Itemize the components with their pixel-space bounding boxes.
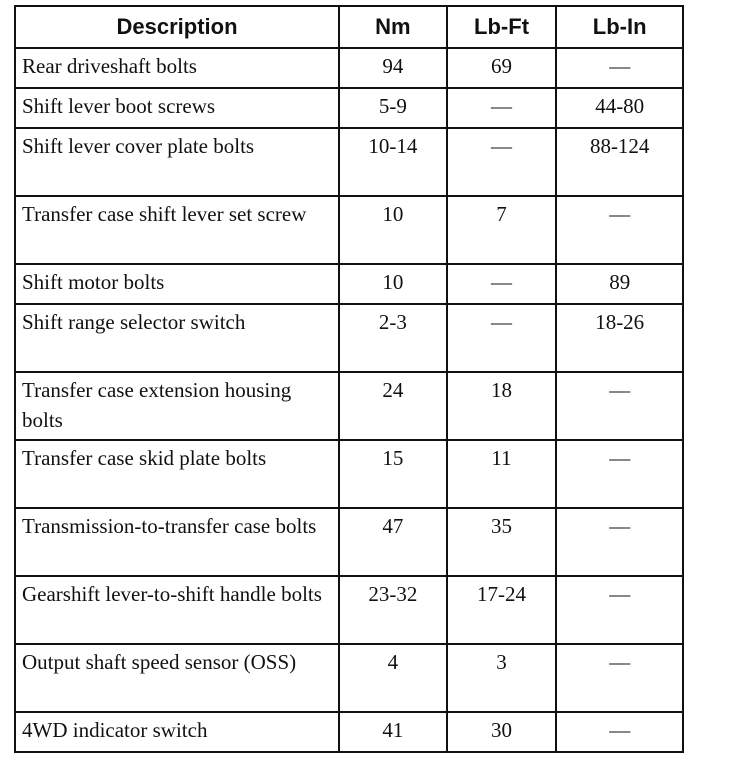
lb-in-cell: — [556,644,683,712]
lb-ft-cell: — [447,264,557,304]
description-cell: Shift lever boot screws [15,88,339,128]
description-cell: Transfer case skid plate bolts [15,440,339,508]
nm-cell: 10 [339,264,447,304]
table-row [15,196,683,264]
description-cell: Transfer case shift lever set screw [15,196,339,264]
lb-in-cell: — [556,196,683,264]
table-row [15,440,683,508]
header-lb-in: Lb-In [556,6,683,48]
description-cell: Transmission-to-transfer case bolts [15,508,339,576]
torque-spec-table [14,5,684,753]
table-row [15,576,683,644]
lb-in-cell: 18-26 [556,304,683,372]
lb-in-cell: — [556,508,683,576]
description-cell: Transfer case extension housing bolts [15,372,339,440]
lb-ft-cell: — [447,304,557,372]
nm-cell: 41 [339,712,447,752]
header-row [15,6,683,48]
nm-cell: 47 [339,508,447,576]
description-cell: 4WD indicator switch [15,712,339,752]
nm-cell: 23-32 [339,576,447,644]
description-cell: Shift range selector switch [15,304,339,372]
nm-cell: 4 [339,644,447,712]
nm-cell: 10 [339,196,447,264]
table-row [15,508,683,576]
lb-ft-cell: 69 [447,48,557,88]
lb-ft-cell: — [447,128,557,196]
lb-in-cell: — [556,712,683,752]
table-row [15,372,683,440]
nm-cell: 5-9 [339,88,447,128]
lb-ft-cell: 18 [447,372,557,440]
description-cell: Rear driveshaft bolts [15,48,339,88]
header-nm: Nm [339,6,447,48]
description-cell: Output shaft speed sensor (OSS) [15,644,339,712]
table-row [15,712,683,752]
lb-in-cell: 89 [556,264,683,304]
lb-ft-cell: 7 [447,196,557,264]
table-row [15,88,683,128]
table-row [15,264,683,304]
nm-cell: 10-14 [339,128,447,196]
nm-cell: 94 [339,48,447,88]
lb-ft-cell: — [447,88,557,128]
nm-cell: 15 [339,440,447,508]
lb-in-cell: — [556,440,683,508]
header-description: Description [15,6,339,48]
lb-in-cell: — [556,372,683,440]
lb-in-cell: 44-80 [556,88,683,128]
nm-cell: 24 [339,372,447,440]
lb-in-cell: — [556,48,683,88]
description-cell: Gearshift lever-to-shift handle bolts [15,576,339,644]
lb-ft-cell: 35 [447,508,557,576]
table-row [15,304,683,372]
lb-in-cell: 88-124 [556,128,683,196]
header-lb-ft: Lb-Ft [447,6,557,48]
lb-ft-cell: 30 [447,712,557,752]
table-row [15,644,683,712]
lb-ft-cell: 3 [447,644,557,712]
lb-in-cell: — [556,576,683,644]
table-row [15,128,683,196]
description-cell: Shift motor bolts [15,264,339,304]
lb-ft-cell: 17-24 [447,576,557,644]
nm-cell: 2-3 [339,304,447,372]
description-cell: Shift lever cover plate bolts [15,128,339,196]
table-row [15,48,683,88]
lb-ft-cell: 11 [447,440,557,508]
